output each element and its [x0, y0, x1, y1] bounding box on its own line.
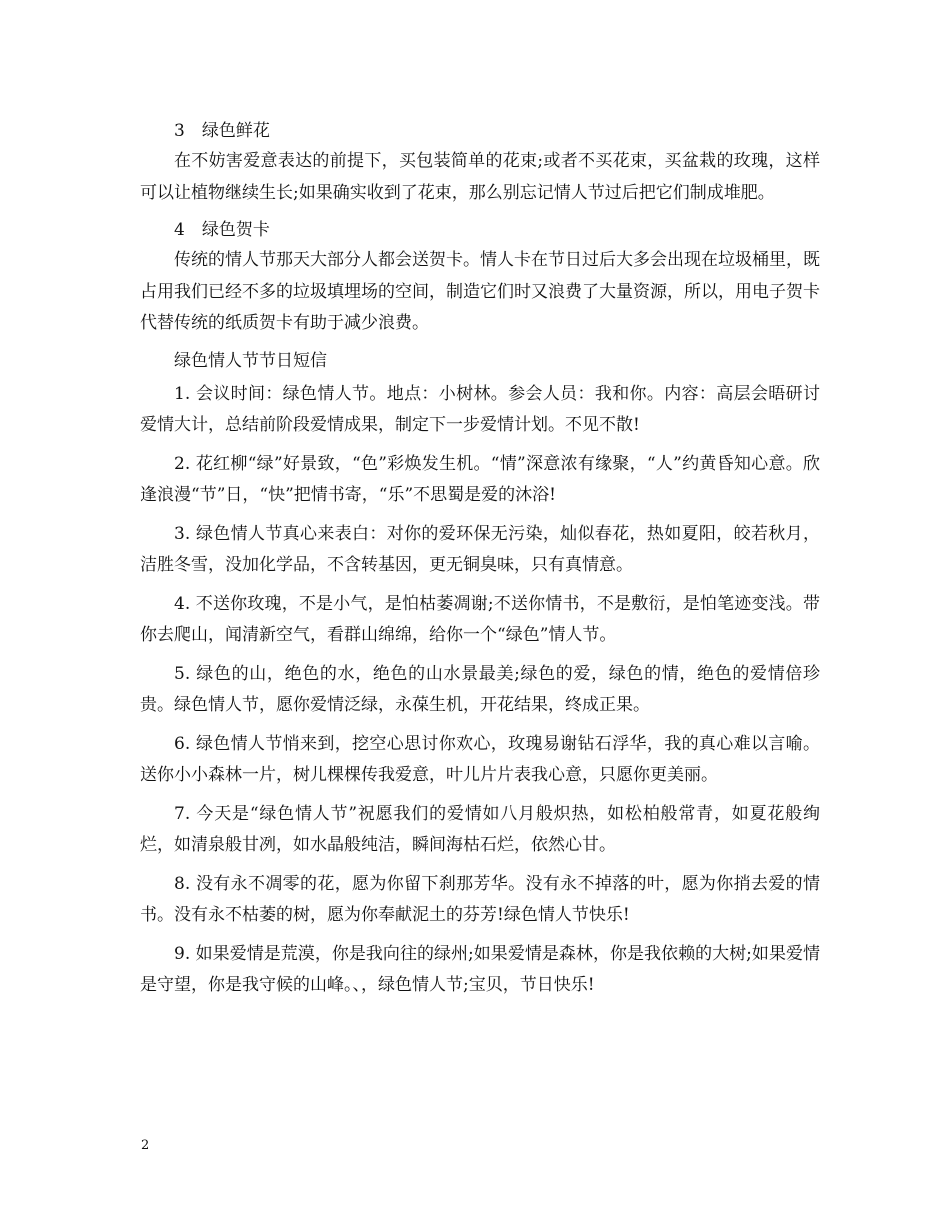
list-item: 7. 今天是“绿色情人节”祝愿我们的爱情如八月般炽热，如松柏般常青，如夏花般绚烂，如清泉般甘冽，如水晶般纯洁，瞬间海枯石烂，依然心甘。 [140, 803, 820, 855]
paragraph: 传统的情人节那天大部分人都会送贺卡。情人卡在节日过后大多会出现在垃圾桶里，既占用我们已经不多的垃圾填埋场的空间，制造它们时又浪费了大量资源，所以，用电子贺卡代替传统的纸质贺卡有助于减少浪费。 [140, 250, 820, 333]
page-number: 2 [141, 1138, 150, 1153]
section-sms-messages [140, 347, 820, 1002]
list-item: 4. 不送你玫瑰，不是小气，是怕枯萎凋谢;不送你情书，不是敷衍，是怕笔迹变浅。带你去爬山，闻清新空气，看群山绵绵，给你一个“绿色”情人节。 [140, 593, 820, 645]
list-item: 9. 如果爱情是荒漠，你是我向往的绿州;如果爱情是森林，你是我依赖的大树;如果爱情是守望，你是我守候的山峰。、，绿色情人节;宝贝，节日快乐! [140, 943, 820, 995]
document-body [140, 117, 820, 1002]
paragraph: 在不妨害爱意表达的前提下，买包装简单的花束;或者不买花束，买盆栽的玫瑰，这样可以让植物继续生长;如果确实收到了花束，那么别忘记情人节过后把它们制成堆肥。 [140, 151, 820, 203]
section-green-flowers [140, 117, 820, 209]
section-heading: 3 绿色鲜花 [174, 121, 270, 141]
list-item: 5. 绿色的山，绝色的水，绝色的山水景最美;绿色的爱，绿色的情，绝色的爱情倍珍贵。绿色情人节，愿你爱情泛绿，永葆生机，开花结果，终成正果。 [140, 663, 820, 715]
section-heading: 4 绿色贺卡 [174, 220, 270, 240]
list-item: 8. 没有永不凋零的花，愿为你留下刹那芳华。没有永不掉落的叶，愿为你捎去爱的情书。没有永不枯萎的树，愿为你奉献泥土的芬芳!绿色情人节快乐! [140, 873, 820, 925]
section-green-cards [140, 216, 820, 340]
list-item: 3. 绿色情人节真心来表白：对你的爱环保无污染，灿似春花，热如夏阳，皎若秋月，洁胜冬雪，没加化学品，不含转基因，更无铜臭味，只有真情意。 [140, 523, 820, 575]
section-heading: 绿色情人节节日短信 [174, 350, 327, 371]
list-item: 1. 会议时间：绿色情人节。地点：小树林。参会人员：我和你。内容：高层会晤研讨爱情大计，总结前阶段爱情成果，制定下一步爱情计划。不见不散! [140, 383, 820, 435]
list-item: 2. 花红柳“绿”好景致，“色”彩焕发生机。“情”深意浓有缘聚，“人”约黄昏知心意。欣逢浪漫“节”日，“快”把情书寄，“乐”不思蜀是爱的沐浴! [140, 453, 820, 505]
list-item: 6. 绿色情人节悄来到，挖空心思讨你欢心，玫瑰易谢钻石浮华，我的真心难以言喻。送你小小森林一片，树儿棵棵传我爱意，叶儿片片表我心意，只愿你更美丽。 [140, 733, 820, 785]
